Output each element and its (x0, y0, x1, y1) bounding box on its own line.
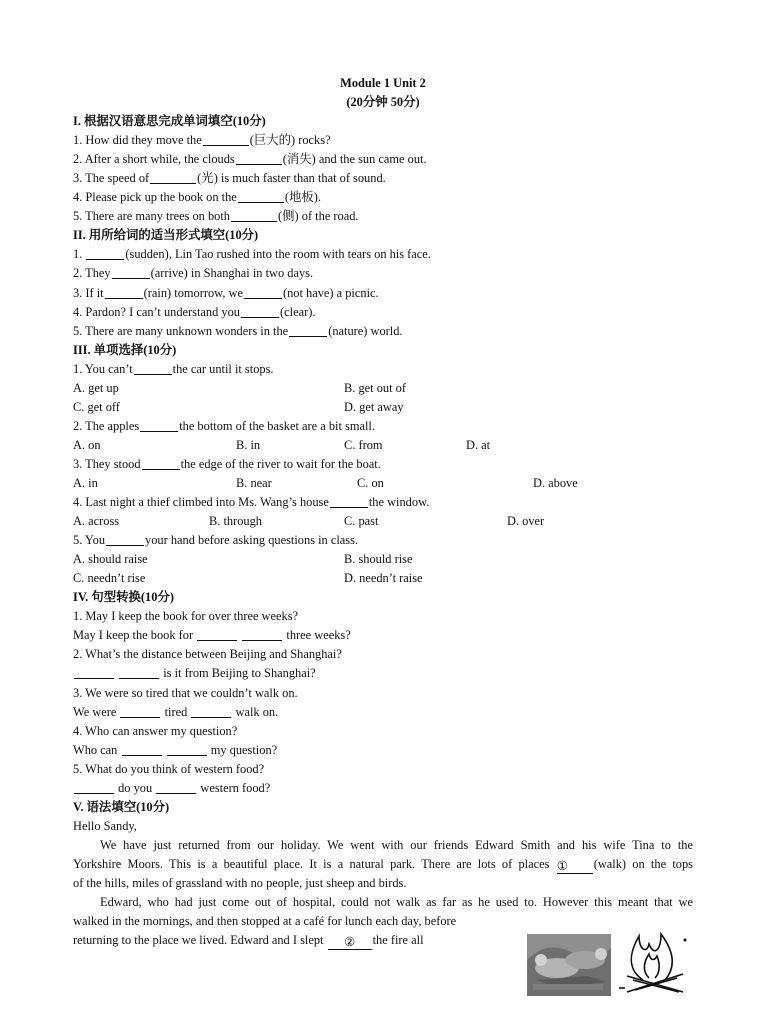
s1-item-2: 2. After a short while, the clouds (消失) and the sun came out. (73, 152, 427, 167)
answer-blank[interactable] (238, 189, 284, 203)
answer-blank[interactable] (105, 285, 143, 299)
option-a[interactable]: A. get up (73, 380, 119, 395)
answer-blank[interactable] (106, 532, 144, 546)
answer-blank[interactable] (241, 304, 279, 318)
answer-blank[interactable] (142, 456, 180, 470)
option-a[interactable]: A. in (73, 475, 98, 490)
s3-q4-options (73, 512, 693, 531)
option-c[interactable]: C. past (344, 514, 379, 529)
s2-item-2: 2. They (arrive) in Shanghai in two days. (73, 266, 314, 281)
s3-q2-options (73, 436, 693, 455)
answer-blank[interactable] (191, 704, 231, 718)
answer-blank[interactable] (236, 151, 282, 165)
answer-blank[interactable] (203, 132, 249, 146)
option-b[interactable]: B. get out of (344, 380, 406, 395)
s4-q5-rewrite: do you western food? (73, 779, 693, 798)
answer-blank[interactable] (197, 627, 237, 641)
answer-blank[interactable] (244, 285, 282, 299)
answer-blank[interactable] (122, 742, 162, 756)
s4-q4-rewrite: Who can my question? (73, 742, 278, 757)
answer-blank-1[interactable]: ① (557, 860, 593, 874)
option-b[interactable]: B. should rise (344, 552, 413, 567)
section-5-heading: V. 语法填空(10分) (73, 799, 170, 814)
answer-blank[interactable] (140, 418, 178, 432)
campfire-illustration (527, 930, 695, 1000)
s3-q2: 2. The apples the bottom of the basket are a bit small. (73, 418, 375, 433)
letter-paragraph-1: We have just returned from our holiday. We went with our friends Edward Smith and his wife Tina to the Yorkshire Moors. This is a beautiful place. It is a natural park. There are lots of places ① (walk) on the tops of the hills, miles of grassland with no people, just sheep and birds. (73, 837, 693, 890)
option-a[interactable]: A. across (73, 514, 120, 529)
option-b[interactable]: B. in (236, 437, 261, 452)
answer-blank[interactable] (242, 627, 282, 641)
option-d[interactable]: D. over (507, 514, 545, 529)
answer-blank[interactable] (231, 208, 277, 222)
s3-q1-options-row1 (73, 379, 693, 398)
s4-q3-rewrite: We were tired walk on. (73, 704, 279, 719)
answer-blank[interactable] (86, 246, 124, 260)
campfire-picture-icon (527, 930, 695, 1000)
s4-q1-original: 1. May I keep the book for over three weeks? (73, 609, 299, 624)
s4-q5-original: 5. What do you think of western food? (73, 761, 265, 776)
s3-q5: 5. You your hand before asking questions in class. (73, 533, 359, 548)
option-d[interactable]: D. get away (344, 399, 404, 414)
s4-q2-original: 2. What’s the distance between Beijing and Shanghai? (73, 647, 342, 662)
letter-greeting: Hello Sandy, (73, 818, 137, 833)
s4-q2-rewrite: is it from Beijing to Shanghai? (73, 664, 693, 683)
s4-q1-rewrite: May I keep the book for three weeks? (73, 628, 351, 643)
s2-item-4: 4. Pardon? I can’t understand you (clear). (73, 304, 316, 319)
option-a[interactable]: A. should raise (73, 552, 148, 567)
answer-blank[interactable] (150, 170, 196, 184)
s3-q3: 3. They stood the edge of the river to wait for the boat. (73, 456, 381, 471)
option-c[interactable]: C. needn’t rise (73, 571, 146, 586)
s3-q1-options-row2 (73, 398, 693, 417)
option-b[interactable]: B. through (209, 514, 263, 529)
answer-blank[interactable] (112, 265, 150, 279)
s1-item-5: 5. There are many trees on both (侧) of the road. (73, 209, 359, 224)
option-d[interactable]: D. needn’t raise (344, 571, 423, 586)
s2-item-1: 1. (sudden), Lin Tao rushed into the room with tears on his face. (73, 247, 431, 262)
option-c[interactable]: C. from (344, 437, 383, 452)
letter-paragraph-2: Edward, who had just come out of hospital, could not walk as far as he used to. However this meant that we walked in the mornings, and then stopped at a café for lunch each day, before returning to the place we lived. Edward and I slept ② the fire all (73, 895, 693, 950)
answer-blank[interactable] (289, 323, 327, 337)
answer-blank[interactable] (120, 704, 160, 718)
s3-q5-options-row1 (73, 550, 693, 569)
s1-item-3: 3. The speed of (光) is much faster than that of sound. (73, 171, 386, 186)
section-4-heading: IV. 句型转换(10分) (73, 590, 174, 605)
answer-blank[interactable] (156, 780, 196, 794)
s3-q3-options (73, 474, 693, 493)
answer-blank[interactable] (74, 780, 114, 794)
option-a[interactable]: A. on (73, 437, 101, 452)
answer-blank[interactable] (74, 665, 114, 679)
s1-item-1: 1. How did they move the (巨大的) rocks? (73, 133, 331, 148)
s4-q4-original: 4. Who can answer my question? (73, 723, 238, 738)
s4-q3-original: 3. We were so tired that we couldn’t walk on. (73, 685, 298, 700)
s3-q5-options-row2 (73, 569, 693, 588)
answer-blank[interactable] (119, 665, 159, 679)
s2-item-5: 5. There are many unknown wonders in the (nature) world. (73, 323, 403, 338)
option-c[interactable]: C. get off (73, 399, 120, 414)
option-d[interactable]: D. at (466, 437, 491, 452)
option-b[interactable]: B. near (236, 475, 272, 490)
option-d[interactable]: D. above (533, 475, 578, 490)
section-1-heading: I. 根据汉语意思完成单词填空(10分) (73, 114, 266, 129)
s3-q1: 1. You can’t the car until it stops. (73, 361, 274, 376)
section-3-heading: III. 单项选择(10分) (73, 342, 177, 357)
answer-blank[interactable] (330, 494, 368, 508)
worksheet (73, 74, 693, 950)
s2-item-3: 3. If it (rain) tomorrow, we (not have) a picnic. (73, 285, 379, 300)
s1-item-4: 4. Please pick up the book on the (地板). (73, 190, 321, 205)
section-2-heading: II. 用所给词的适当形式填空(10分) (73, 228, 259, 243)
answer-blank[interactable] (167, 742, 207, 756)
page-subtitle: (20分钟 50分) (346, 95, 420, 110)
page-title: Module 1 Unit 2 (340, 76, 426, 90)
option-c[interactable]: C. on (357, 475, 384, 490)
s3-q4: 4. Last night a thief climbed into Ms. Wang’s house the window. (73, 495, 430, 510)
answer-blank[interactable] (134, 361, 172, 375)
answer-blank-2[interactable]: ② (328, 936, 372, 950)
